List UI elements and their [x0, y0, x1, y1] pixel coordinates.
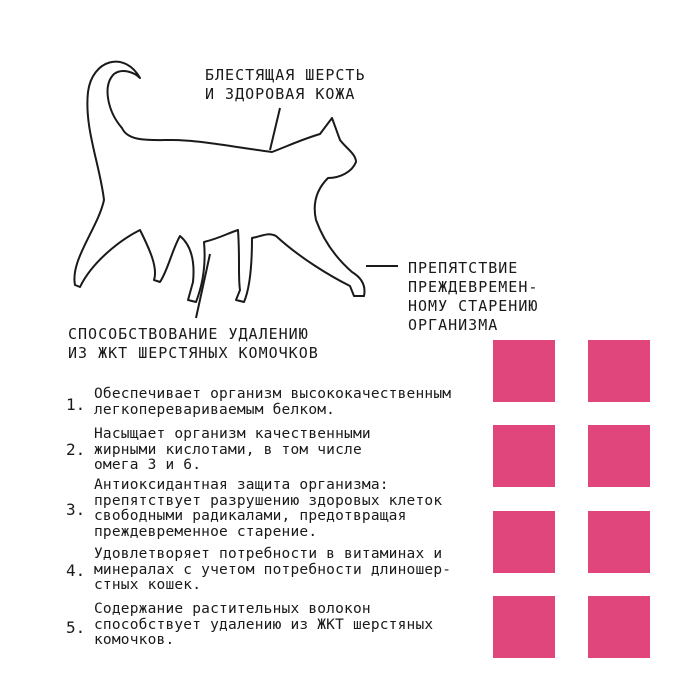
accent-square	[588, 511, 650, 573]
accent-square	[588, 340, 650, 402]
hairball-pointer-line	[196, 254, 210, 318]
benefit-text: Содержание растительных волокон способствует удалению из ЖКТ шерстяных комочков.	[94, 601, 434, 648]
callout-anti-aging: ПРЕПЯТСТВИЕ ПРЕЖДЕВРЕМЕН- НОМУ СТАРЕНИЮ ОРГАНИЗМА	[408, 259, 539, 334]
benefit-text: Обеспечивает организм высококачественным легкоперевариваемым белком.	[94, 386, 452, 418]
accent-square	[588, 425, 650, 487]
callout-hairball-removal: СПОСОБСТВОВАНИЕ УДАЛЕНИЮ ИЗ ЖКТ ШЕРСТЯНЫХ КОМОЧКОВ	[68, 325, 319, 362]
accent-square	[493, 511, 555, 573]
accent-square	[493, 425, 555, 487]
benefit-number: 4.	[66, 561, 86, 580]
benefit-number: 5.	[66, 618, 86, 637]
callout-coat-skin: БЛЕСТЯЩАЯ ШЕРСТЬ И ЗДОРОВАЯ КОЖА	[205, 66, 366, 103]
benefit-number: 1.	[66, 395, 86, 414]
benefit-number: 2.	[66, 440, 86, 459]
accent-square	[493, 340, 555, 402]
benefit-text: Насыщает организм качественными жирными кислотами, в том числе омега 3 и 6.	[94, 426, 371, 473]
coat-pointer-line	[270, 108, 280, 150]
benefit-number: 3.	[66, 500, 86, 519]
benefit-text: Антиоксидантная защита организма: препятствует разрушению здоровых клеток свободными радикалами, предотвращая преждевременное старение.	[94, 477, 443, 540]
benefit-text: Удовлетворяет потребности в витаминах и минералах с учетом потребности длиношер- стных кошек.	[94, 546, 452, 593]
accent-square	[493, 596, 555, 658]
accent-square	[588, 596, 650, 658]
